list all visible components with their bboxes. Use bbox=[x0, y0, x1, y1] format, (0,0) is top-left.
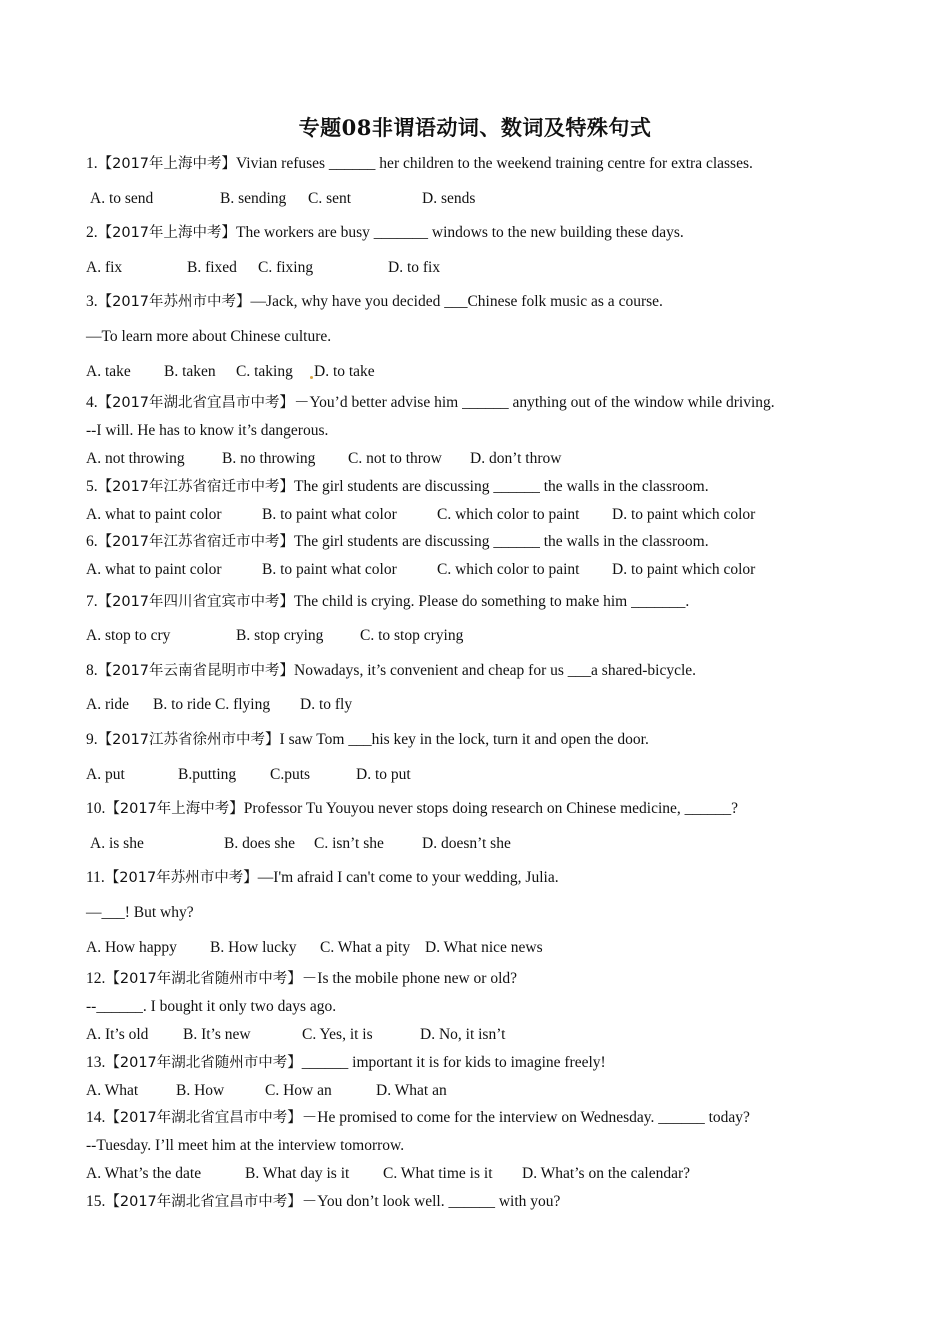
option-b: B. stop crying bbox=[236, 627, 324, 644]
question-14: 14.【2017年湖北省宜昌市中考】－He promised to come for the interview on Wednesday. ______ today? bbox=[86, 1109, 750, 1126]
option-b: B. to paint what color bbox=[262, 506, 397, 523]
option-a: A. What’s the date bbox=[86, 1165, 202, 1182]
option-b: B.putting bbox=[178, 766, 237, 783]
page-title: 专题08非谓语动词、数词及特殊句式 bbox=[298, 115, 652, 140]
option-a: A. It’s old bbox=[86, 1026, 149, 1043]
question-14-reply: --Tuesday. I’ll meet him at the interview tomorrow. bbox=[86, 1137, 405, 1154]
option-a: A. How happy bbox=[86, 939, 177, 956]
question-10: 10.【2017年上海中考】Professor Tu Youyou never stops doing research on Chinese medicine, ______? bbox=[86, 800, 739, 817]
question-3: 3.【2017年苏州市中考】—Jack, why have you decided ___Chinese folk music as a course. bbox=[86, 293, 663, 310]
option-a: A. stop to cry bbox=[86, 627, 171, 644]
option-b: B. How lucky bbox=[210, 939, 297, 956]
option-d: D. to fly bbox=[300, 696, 353, 713]
stray-mark bbox=[310, 376, 313, 379]
option-d: D. What an bbox=[376, 1082, 447, 1099]
option-a: A. what to paint color bbox=[86, 561, 222, 578]
option-d: D. sends bbox=[422, 190, 476, 207]
option-b: B. What day is it bbox=[245, 1165, 350, 1182]
option-c: C. to stop crying bbox=[360, 627, 464, 644]
question-7: 7.【2017年四川省宜宾市中考】The child is crying. Please do something to make him _______. bbox=[86, 593, 690, 610]
option-b: B. fixed bbox=[187, 259, 237, 276]
option-a: A. what to paint color bbox=[86, 506, 222, 523]
question-15: 15.【2017年湖北省宜昌市中考】－You don’t look well. ______ with you? bbox=[86, 1193, 561, 1210]
option-b: B. taken bbox=[164, 363, 216, 380]
question-1: 1.【2017年上海中考】Vivian refuses ______ her children to the weekend training centre for extra classes. bbox=[86, 155, 753, 172]
option-d: D. to paint which color bbox=[612, 506, 756, 523]
option-b: B. It’s new bbox=[183, 1026, 251, 1043]
question-4: 4.【2017年湖北省宜昌市中考】－You’d better advise him ______ anything out of the window while driving. bbox=[86, 394, 775, 411]
option-d: D. don’t throw bbox=[470, 450, 562, 467]
option-d: D. What’s on the calendar? bbox=[522, 1165, 690, 1182]
question-6: 6.【2017年江苏省宿迁市中考】The girl students are discussing ______ the walls in the classroom. bbox=[86, 533, 709, 550]
option-a: A. ride bbox=[86, 696, 130, 713]
option-c: C. isn’t she bbox=[314, 835, 384, 852]
option-c: C.puts bbox=[270, 766, 311, 783]
question-4-reply: --I will. He has to know it’s dangerous. bbox=[86, 422, 329, 439]
option-d: D. to take bbox=[314, 363, 375, 380]
option-d: D. to fix bbox=[388, 259, 441, 276]
question-12: 12.【2017年湖北省随州市中考】－Is the mobile phone new or old? bbox=[86, 970, 518, 987]
option-d: D. No, it isn’t bbox=[420, 1026, 506, 1043]
option-c: C. which color to paint bbox=[437, 561, 580, 578]
option-d: D. to paint which color bbox=[612, 561, 756, 578]
option-c: C. How an bbox=[265, 1082, 332, 1099]
option-c: C. What time is it bbox=[383, 1165, 493, 1182]
option-a: A. put bbox=[86, 766, 125, 783]
question-12-reply: --______. I bought it only two days ago. bbox=[86, 998, 337, 1015]
option-c: C. Yes, it is bbox=[302, 1026, 373, 1043]
option-b: B. does she bbox=[224, 835, 296, 852]
option-c: C. not to throw bbox=[348, 450, 442, 467]
option-a: A. is she bbox=[90, 835, 144, 852]
question-2: 2.【2017年上海中考】The workers are busy _______ windows to the new building these days. bbox=[86, 224, 684, 241]
option-d: D. What nice news bbox=[425, 939, 543, 956]
option-c: C. which color to paint bbox=[437, 506, 580, 523]
option-a: A. take bbox=[86, 363, 131, 380]
option-a: A. to send bbox=[90, 190, 154, 207]
option-b: B. to paint what color bbox=[262, 561, 397, 578]
option-c: C. fixing bbox=[258, 259, 314, 276]
option-a: A. not throwing bbox=[86, 450, 185, 467]
question-11: 11.【2017年苏州市中考】—I'm afraid I can't come to your wedding, Julia. bbox=[86, 869, 559, 886]
option-c: C. What a pity bbox=[320, 939, 411, 956]
option-b: B. no throwing bbox=[222, 450, 316, 467]
question-5: 5.【2017年江苏省宿迁市中考】The girl students are discussing ______ the walls in the classroom. bbox=[86, 478, 709, 495]
option-b: B. How bbox=[176, 1082, 225, 1099]
option-b: B. sending bbox=[220, 190, 287, 207]
question-13: 13.【2017年湖北省随州市中考】______ important it is for kids to imagine freely! bbox=[86, 1054, 606, 1071]
question-11-reply: —___! But why? bbox=[86, 904, 194, 921]
option-a: A. What bbox=[86, 1082, 139, 1099]
option-d: D. to put bbox=[356, 766, 411, 783]
option-d: D. doesn’t she bbox=[422, 835, 511, 852]
option-b: B. to ride C. flying bbox=[153, 696, 271, 713]
option-a: A. fix bbox=[86, 259, 123, 276]
question-3-reply: —To learn more about Chinese culture. bbox=[86, 328, 332, 345]
question-8: 8.【2017年云南省昆明市中考】Nowadays, it’s convenient and cheap for us ___a shared-bicycle. bbox=[86, 662, 697, 679]
option-c: C. taking bbox=[236, 363, 293, 380]
option-c: C. sent bbox=[308, 190, 352, 207]
question-9: 9.【2017江苏省徐州市中考】I saw Tom ___his key in the lock, turn it and open the door. bbox=[86, 731, 649, 748]
